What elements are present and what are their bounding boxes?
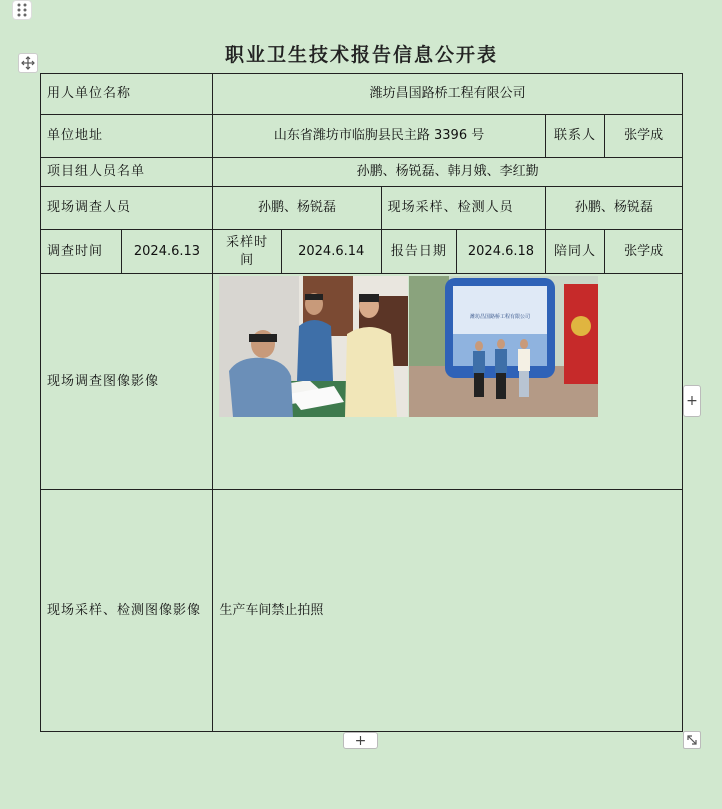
accompany-label: 陪同人 bbox=[545, 230, 604, 274]
survey-time-value: 2024.6.13 bbox=[121, 230, 213, 274]
table-row bbox=[41, 187, 683, 230]
add-row-button[interactable] bbox=[343, 732, 378, 749]
document-title: 职业卫生技术报告信息公开表 bbox=[224, 44, 498, 66]
survey-time-label: 调查时间 bbox=[41, 230, 122, 274]
contact-label: 联系人 bbox=[545, 115, 604, 158]
sampling-images-label: 现场采样、检测图像影像 bbox=[41, 490, 213, 732]
sampling-time-label: 采样时间 bbox=[213, 230, 282, 274]
survey-staff-label: 现场调查人员 bbox=[41, 187, 213, 230]
table-row bbox=[41, 230, 683, 274]
sampling-time-value: 2024.6.14 bbox=[281, 230, 381, 274]
sampling-images-note: 生产车间禁止拍照 bbox=[213, 490, 683, 732]
survey-images-cell bbox=[213, 274, 683, 490]
add-icon: + bbox=[686, 393, 698, 409]
survey-photo-banner bbox=[409, 276, 598, 417]
address-label: 单位地址 bbox=[41, 115, 213, 158]
sampling-staff-label: 现场采样、检测人员 bbox=[381, 187, 545, 230]
info-table bbox=[40, 73, 683, 732]
employer-label: 用人单位名称 bbox=[41, 74, 213, 115]
table-row bbox=[41, 490, 683, 732]
table-row bbox=[41, 74, 683, 115]
table-row bbox=[41, 158, 683, 187]
report-date-label: 报告日期 bbox=[381, 230, 457, 274]
drag-handle-icon[interactable] bbox=[12, 0, 32, 20]
table-row bbox=[41, 115, 683, 158]
add-column-button[interactable] bbox=[683, 385, 701, 417]
table-row bbox=[41, 274, 683, 490]
team-value: 孙鹏、杨锐磊、韩月娥、李红勤 bbox=[213, 158, 683, 187]
report-date-value: 2024.6.18 bbox=[457, 230, 546, 274]
address-value: 山东省潍坊市临朐县民主路 3396 号 bbox=[213, 115, 546, 158]
resize-table-icon[interactable] bbox=[683, 731, 701, 749]
accompany-value: 张学成 bbox=[605, 230, 683, 274]
survey-staff-value: 孙鹏、杨锐磊 bbox=[213, 187, 381, 230]
sampling-staff-value: 孙鹏、杨锐磊 bbox=[545, 187, 682, 230]
contact-value: 张学成 bbox=[605, 115, 683, 158]
survey-images-label: 现场调查图像影像 bbox=[41, 274, 213, 490]
employer-value: 潍坊昌国路桥工程有限公司 bbox=[213, 74, 683, 115]
add-icon: + bbox=[354, 732, 367, 749]
survey-photo-office bbox=[219, 276, 408, 417]
move-table-icon[interactable] bbox=[18, 53, 38, 73]
team-label: 项目组人员名单 bbox=[41, 158, 213, 187]
banner-text: 潍坊昌国路桥工程有限公司 bbox=[470, 314, 531, 320]
